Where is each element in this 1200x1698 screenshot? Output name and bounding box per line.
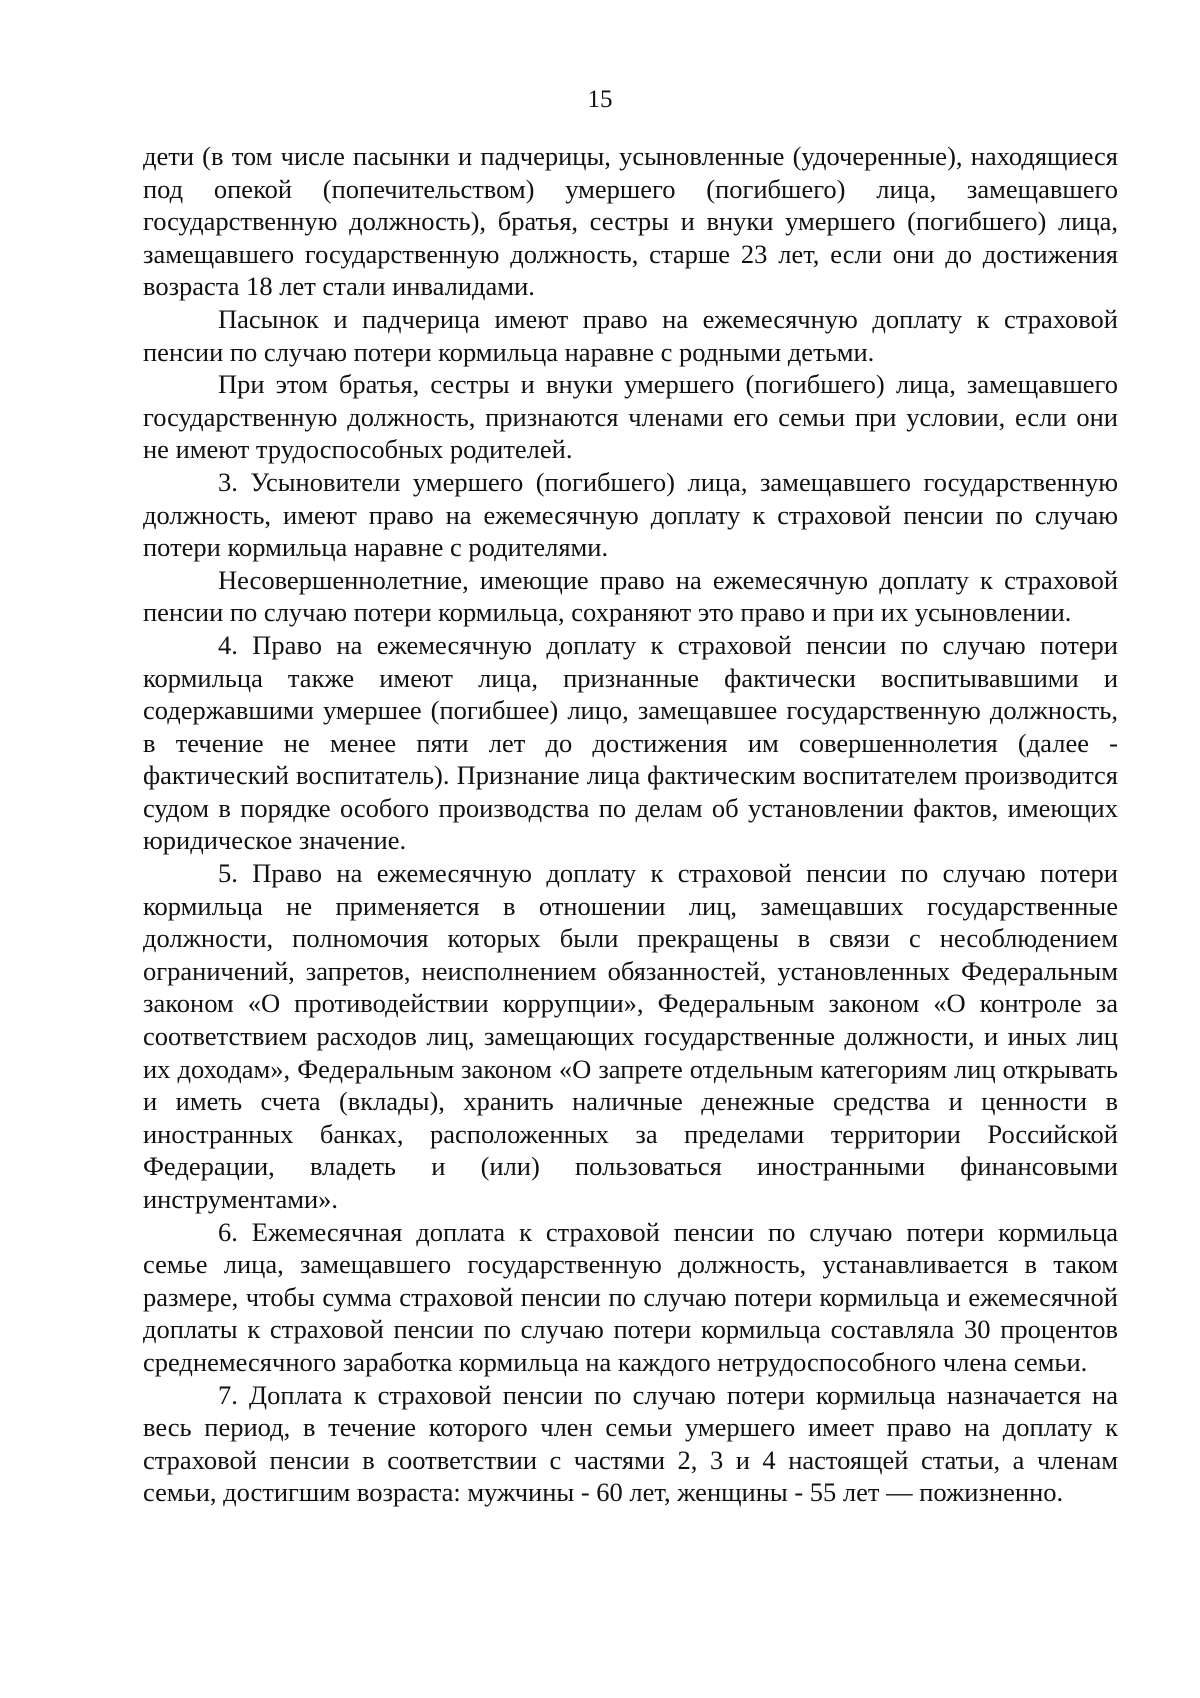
paragraph-continuation: дети (в том числе пасынки и падчерицы, усыновленные (удочеренные), находящиеся под опекой (попечительством) умершего (погибшего) лица, замещавшего государственную должность), братья, сестры и внуки умершего (погибшего) лица, замещавшего государственную должность, старше 23 лет, если они до достижения возраста 18 лет стали инвалидами. (143, 141, 1118, 302)
paragraph-section-3: 3. Усыновители умершего (погибшего) лица, замещавшего государственную должность, имеют право на ежемесячную доплату к страховой пенсии по случаю потери кормильца наравне с родителями. (143, 466, 1118, 563)
paragraph-section-6: 6. Ежемесячная доплата к страховой пенсии по случаю потери кормильца семье лица, замещавшего государственную должность, устанавливается в таком размере, чтобы сумма страховой пенсии по случаю потери кормильца и ежемесячной доплаты к страховой пенсии по случаю потери кормильца составляла 30 процентов среднемесячного заработка кормильца на каждого нетрудоспособного члена семьи. (143, 1216, 1118, 1377)
paragraph-section-5: 5. Право на ежемесячную доплату к страховой пенсии по случаю потери кормильца не применяется в отношении лиц, замещавших государственные должности, полномочия которых были прекращены в связи с несоблюдением ограничений, запретов, неисполнением обязанностей, установленных Федеральным законом «О противодействии коррупции», Федеральным законом «О контроле за соответствием расходов лиц, замещающих государственные должности, и иных лиц их доходам», Федеральным законом «О запрете отдельным категориям лиц открывать и иметь счета (вклады), хранить наличные денежные средства и ценности в иностранных банках, расположенных за пределами территории Российской Федерации, владеть и (или) пользоваться иностранными финансовыми инструментами». (143, 858, 1118, 1214)
paragraph-section-4: 4. Право на ежемесячную доплату к страховой пенсии по случаю потери кормильца также имеют лица, признанные фактически воспитывавшими и содержавшими умершее (погибшее) лицо, замещавшее государственную должность, в течение не менее пяти лет до достижения им совершеннолетия (далее - фактический воспитатель). Признание лица фактическим воспитателем производится судом в порядке особого производства по делам об установлении фактов, имеющих юридическое значение. (143, 629, 1118, 856)
page-number: 15 (587, 86, 613, 113)
paragraph-stepchildren: Пасынок и падчерица имеют право на ежемесячную доплату к страховой пенсии по случаю потери кормильца наравне с родными детьми. (143, 303, 1118, 367)
paragraph-minors-adoption: Несовершеннолетние, имеющие право на ежемесячную доплату к страховой пенсии по случаю потери кормильца, сохраняют это право и при их усыновлении. (143, 564, 1118, 628)
paragraph-section-7: 7. Доплата к страховой пенсии по случаю потери кормильца назначается на весь период, в течение которого член семьи умершего имеет право на доплату к страховой пенсии в соответствии с частями 2, 3 и 4 настоящей статьи, а членам семьи, достигшим возраста: мужчины - 60 лет, женщины - 55 лет — пожизненно. (143, 1379, 1118, 1508)
paragraph-siblings-grandchildren: При этом братья, сестры и внуки умершего (погибшего) лица, замещавшего государственную должность, признаются членами его семьи при условии, если они не имеют трудоспособных родителей. (143, 369, 1118, 465)
document-body (143, 140, 1118, 1509)
